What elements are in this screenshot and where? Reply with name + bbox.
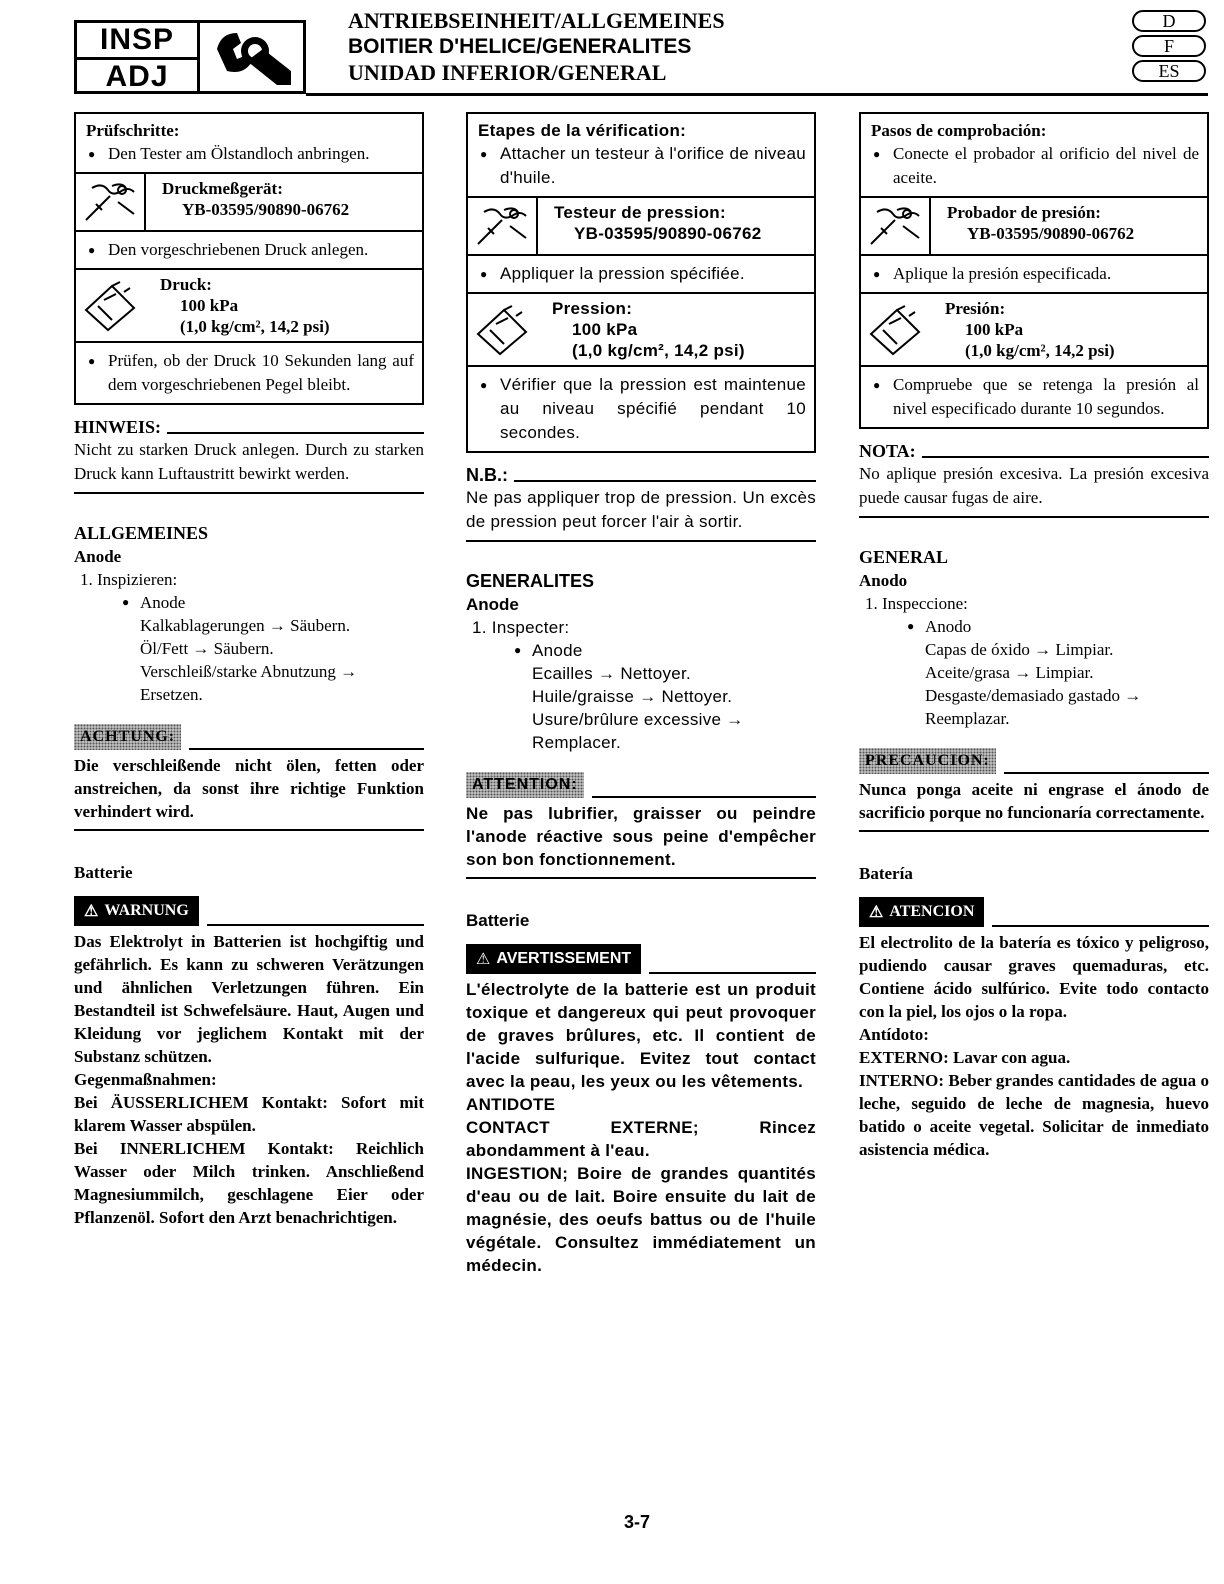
antidote-internal: INGESTION; Boire de grandes quantités d'eau ou de lait. Boire ensuite du lait de magnésie, des oeufs battus ou de l'huile végétale. Consultez immédiatement un médecin. [466, 1164, 816, 1275]
lang-badge-d: D [1132, 10, 1206, 32]
steps-title: Pasos de comprobación: [871, 121, 1047, 140]
inspect-line: Reemplazar. [925, 709, 1010, 728]
battery-heading: Batterie [74, 863, 133, 882]
antidote-external: EXTERNO: Lavar con agua. [859, 1048, 1071, 1067]
anode-item: ● Anode [74, 591, 424, 614]
divider [859, 830, 1209, 832]
gauge-code: YB-03595/90890-06762 [574, 224, 762, 243]
pressure-value: 100 kPa [180, 296, 239, 315]
pressure-spec [861, 292, 1207, 365]
title-de: ANTRIEBSEINHEIT/ALLGEMEINES [348, 8, 725, 33]
inspect-line: Verschleiß/starke Abnutzung → [140, 662, 358, 681]
inspect-step: 1. Inspecter: [472, 618, 570, 637]
pressure-alt: (1,0 kg/cm², 14,2 psi) [965, 341, 1115, 360]
caution-text: Nunca ponga aceite ni engrase el ánodo de sacrificio porque no funcionaría correctamente. [859, 780, 1209, 822]
logo-insp: INSP [77, 23, 197, 60]
gauge-label: Testeur de pression: [554, 203, 726, 222]
gauge-spec [76, 172, 422, 230]
gauge-spec [468, 196, 814, 254]
lang-badge-f: F [1132, 35, 1206, 57]
caution-label: PRECAUCION: [859, 748, 996, 774]
warning-badge [466, 944, 641, 974]
step-check-hold: ● Vérifier que la pression est maintenue au niveau spécifié pendant 10 secondes. [478, 373, 806, 445]
antidote-external: Bei ÄUSSERLICHEM Kontakt: Sofort mit klarem Wasser abspülen. [74, 1093, 424, 1135]
battery-heading: Batterie [466, 911, 530, 930]
procedure-box [74, 112, 424, 405]
steps-title: Prüfschritte: [86, 121, 180, 140]
note-label: NOTA: [859, 441, 916, 461]
pressure-alt: (1,0 kg/cm², 14,2 psi) [180, 317, 330, 336]
inspect-step: 1. Inspizieren: [80, 570, 178, 589]
warning-text: L'électrolyte de la batterie est un produit toxique et dangereux qui peut provoquer de graves brûlures, etc. Il contient de l'acide sulfurique. Evitez tout contact avec la peau, les yeux ou les vêtements. [466, 980, 816, 1091]
divider [466, 540, 816, 542]
note-text: No aplique presión excesiva. La presión excesiva puede causar fugas de aire. [859, 464, 1209, 507]
pressure-spec [76, 268, 422, 341]
inspect-line: Usure/brûlure excessive → [532, 710, 744, 729]
note-label: N.B.: [466, 465, 508, 485]
pressure-tester-icon [468, 198, 538, 254]
inspect-line: Capas de óxido → Limpiar. [925, 640, 1114, 659]
pressure-label: Pression: [552, 299, 633, 318]
note-text: Nicht zu starken Druck anlegen. Durch zu starken Druck kann Luftaustritt bewirkt werden. [74, 440, 424, 483]
inspect-line: Desgaste/demasiado gastado → [925, 686, 1142, 705]
note-heading [859, 441, 1209, 462]
warning-triangle-icon: ⚠ [476, 951, 491, 968]
pressure-label: Presión: [945, 299, 1006, 318]
inspect-line: Remplacer. [532, 733, 621, 752]
inspect-line: Ersetzen. [140, 685, 203, 704]
language-badges [1132, 10, 1208, 85]
procedure-box [859, 112, 1209, 429]
warning-heading [74, 896, 424, 926]
pressure-label: Druck: [160, 275, 212, 294]
warning-triangle-icon: ⚠ [84, 903, 99, 920]
pressure-spec [468, 292, 814, 365]
anode-heading: Anode [466, 595, 519, 614]
warning-badge [74, 896, 199, 926]
step-apply-pressure: ● Den vorgeschriebenen Druck anlegen. [86, 238, 414, 262]
warning-badge [859, 897, 984, 927]
antidote-internal: Bei INNERLICHEM Kontakt: Reichlich Wasser oder Milch trinken. Anschließend Magnesiummilch, geschlagene Eier oder Pflanzenöl. Sofort den Arzt benachrichtigen. [74, 1139, 424, 1227]
title-es: UNIDAD INFERIOR/GENERAL [348, 60, 667, 85]
pressure-value: 100 kPa [572, 320, 638, 339]
column-french [466, 112, 816, 1277]
pressure-gauge-icon [861, 294, 929, 365]
page-title [348, 8, 725, 86]
caution-text: Die verschleißende nicht ölen, fetten oder anstreichen, da sonst ihre richtige Funktion verhindert wird. [74, 756, 424, 821]
warning-heading [859, 897, 1209, 927]
pressure-gauge-icon [76, 270, 144, 341]
general-heading: GENERAL [859, 547, 949, 567]
caution-label: ATTENTION: [466, 772, 584, 798]
general-heading: ALLGEMEINES [74, 523, 209, 543]
title-fr: BOITIER D'HELICE/GENERALITES [348, 35, 692, 58]
inspect-line: Ecailles → Nettoyer. [532, 664, 692, 683]
antidote-title: Antídoto: [859, 1025, 929, 1044]
antidote-title: Gegenmaßnahmen: [74, 1070, 217, 1089]
step-apply-pressure: ● Aplique la presión especificada. [871, 262, 1199, 286]
note-heading [466, 465, 816, 486]
step-attach-tester: ● Conecte el probador al orificio del nivel de aceite. [871, 142, 1199, 190]
warning-text: El electrolito de la batería es tóxico y peligroso, pudiendo causar graves quemaduras, etc. Contiene ácido sulfúrico. Evite todo contacto con la piel, los ojos o la ropa. [859, 933, 1209, 1021]
procedure-box [466, 112, 816, 453]
warning-label: AVERTISSEMENT [496, 950, 632, 967]
caution-text: Ne pas lubrifier, graisser ou peindre l'anode réactive sous peine d'empêcher son bon fonctionnement. [466, 804, 816, 869]
anode-item: ● Anodo [859, 615, 1209, 638]
pressure-alt: (1,0 kg/cm², 14,2 psi) [572, 341, 745, 360]
warning-label: ATENCION [889, 903, 975, 920]
step-check-hold: ● Compruebe que se retenga la presión al nivel especificado durante 10 segundos. [871, 373, 1199, 421]
step-attach-tester: ● Attacher un testeur à l'orifice de niveau d'huile. [478, 142, 806, 190]
lang-badge-es: ES [1132, 60, 1206, 82]
caution-heading [859, 748, 1209, 774]
divider [466, 877, 816, 879]
section-logo [74, 20, 306, 94]
antidote-internal: INTERNO: Beber grandes cantidades de agua o leche, seguido de leche de magnesia, huevo batido o aceite vegetal. Solicitar de inmediato asistencia médica. [859, 1071, 1209, 1159]
pressure-value: 100 kPa [965, 320, 1024, 339]
inspect-step: 1. Inspeccione: [865, 594, 968, 613]
gauge-label: Probador de presión: [947, 203, 1101, 222]
caution-heading [466, 772, 816, 798]
note-heading [74, 417, 424, 438]
warning-triangle-icon: ⚠ [869, 904, 884, 921]
gauge-label: Druckmeßgerät: [162, 179, 283, 198]
step-attach-tester: ● Den Tester am Ölstandloch anbringen. [86, 142, 414, 166]
anode-heading: Anode [74, 547, 122, 566]
general-heading: GENERALITES [466, 571, 595, 591]
column-german [74, 112, 424, 1229]
wrench-magnifier-icon [200, 23, 303, 91]
caution-label: ACHTUNG: [74, 724, 181, 750]
header-rule [306, 93, 1208, 96]
caution-heading [74, 724, 424, 750]
step-apply-pressure: ● Appliquer la pression spécifiée. [478, 262, 806, 286]
pressure-tester-icon [861, 198, 931, 254]
note-label: HINWEIS: [74, 417, 162, 437]
anode-item: ● Anode [466, 639, 816, 662]
inspect-line: Huile/graisse → Nettoyer. [532, 687, 733, 706]
steps-title: Etapes de la vérification: [478, 121, 687, 140]
antidote-external: CONTACT EXTERNE; Rincez abondamment à l'eau. [466, 1118, 816, 1160]
inspect-line: Öl/Fett → Säubern. [140, 639, 274, 658]
warning-text: Das Elektrolyt in Batterien ist hochgiftig und gefährlich. Es kann zu schweren Verätzungen und ähnlichen Verletzungen führen. Ein Bestandteil ist Schwefelsäure. Haut, Augen und Kleidung vor jeglichem Kontakt mit der Substanz schützen. [74, 932, 424, 1066]
divider [74, 492, 424, 494]
divider [74, 829, 424, 831]
warning-label: WARNUNG [104, 902, 189, 919]
page-number: 3-7 [624, 1512, 651, 1532]
inspect-line: Kalkablagerungen → Säubern. [140, 616, 351, 635]
inspect-line: Aceite/grasa → Limpiar. [925, 663, 1094, 682]
gauge-code: YB-03595/90890-06762 [967, 224, 1135, 243]
pressure-tester-icon [76, 174, 146, 230]
gauge-spec [861, 196, 1207, 254]
battery-heading: Batería [859, 864, 913, 883]
warning-heading [466, 944, 816, 974]
logo-adj: ADJ [105, 60, 169, 93]
gauge-code: YB-03595/90890-06762 [182, 200, 350, 219]
antidote-title: ANTIDOTE [466, 1095, 556, 1114]
note-text: Ne pas appliquer trop de pression. Un excès de pression peut forcer l'air à sortir. [466, 488, 816, 531]
step-check-hold: ● Prüfen, ob der Druck 10 Sekunden lang auf dem vorgeschriebenen Pegel bleibt. [86, 349, 414, 397]
column-spanish [859, 112, 1209, 1161]
pressure-gauge-icon [468, 294, 536, 365]
divider [859, 516, 1209, 518]
anode-heading: Anodo [859, 571, 908, 590]
